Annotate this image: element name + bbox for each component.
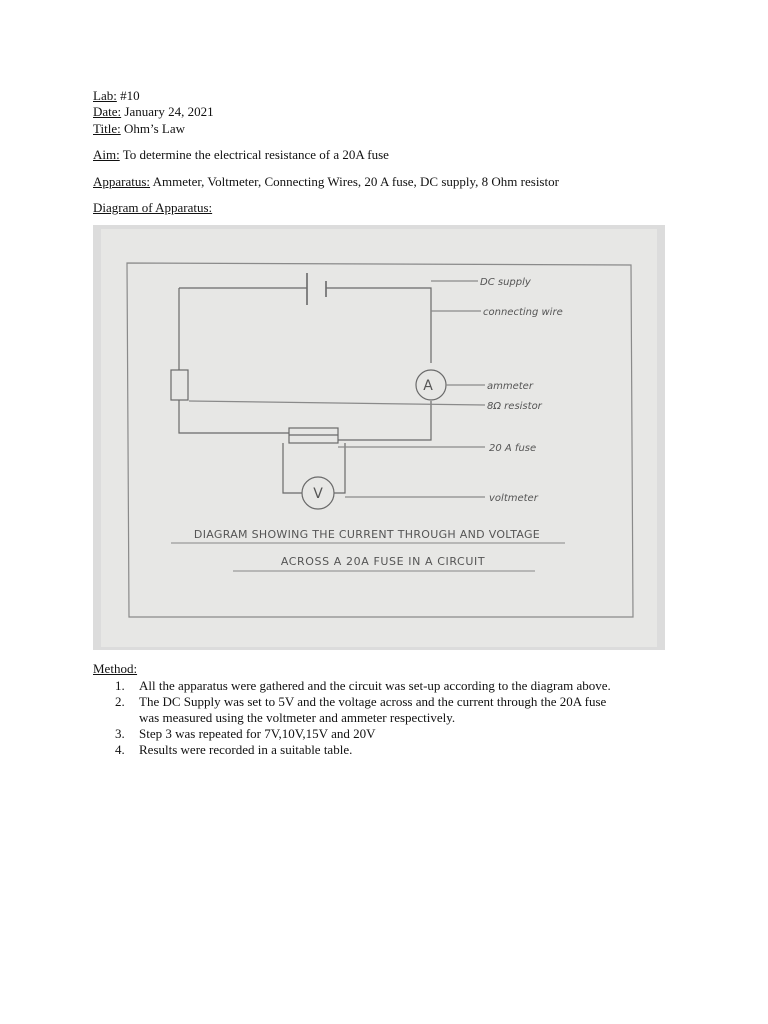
method-step-number: 3. bbox=[115, 726, 125, 741]
label-connecting-wire: connecting wire bbox=[483, 307, 563, 318]
diagram-caption-line2: ACROSS A 20A FUSE IN A CIRCUIT bbox=[280, 555, 486, 568]
method-step-text-continued: was measured using the voltmeter and ammeter respectively. bbox=[139, 710, 456, 725]
aim-label: Aim: bbox=[93, 147, 120, 162]
method-step-text: Step 3 was repeated for 7V,10V,15V and 20V bbox=[139, 726, 376, 741]
diagram-heading: Diagram of Apparatus: bbox=[93, 200, 213, 215]
date-value: January 24, 2021 bbox=[124, 104, 214, 119]
method-step-number: 2. bbox=[115, 694, 125, 709]
circuit-diagram bbox=[93, 225, 665, 650]
label-resistor: 8Ω resistor bbox=[487, 401, 542, 412]
method-step-text: The DC Supply was set to 5V and the voltage across and the current through the 20A fuse bbox=[139, 694, 607, 709]
title-label: Title: bbox=[93, 121, 121, 136]
method-heading: Method: bbox=[93, 661, 138, 676]
method-step-number: 4. bbox=[115, 742, 125, 757]
date-label: Date: bbox=[93, 104, 122, 119]
diagram-photo bbox=[93, 225, 665, 650]
method-step-2 bbox=[93, 694, 673, 726]
apparatus-line bbox=[93, 174, 559, 190]
method-step-1 bbox=[93, 678, 673, 694]
voltmeter-letter: V bbox=[313, 486, 323, 502]
method-step-text: All the apparatus were gathered and the circuit was set-up according to the diagram above. bbox=[139, 678, 611, 693]
method-step-number: 1. bbox=[115, 678, 125, 693]
label-ammeter: ammeter bbox=[487, 381, 533, 392]
method-step-3 bbox=[93, 726, 673, 742]
method-list bbox=[93, 678, 673, 758]
lab-value: #10 bbox=[120, 88, 140, 103]
aim-value: To determine the electrical resistance of a 20A fuse bbox=[122, 147, 389, 162]
title-value: Ohm’s Law bbox=[123, 121, 185, 136]
label-voltmeter: voltmeter bbox=[489, 493, 538, 504]
title-line bbox=[93, 121, 185, 137]
ammeter-letter: A bbox=[423, 378, 433, 394]
label-dc-supply: DC supply bbox=[480, 277, 531, 288]
apparatus-label: Apparatus: bbox=[93, 174, 151, 189]
method-step-text: Results were recorded in a suitable table. bbox=[139, 742, 353, 757]
lab-label: Lab: bbox=[93, 88, 117, 103]
lab-line bbox=[93, 88, 140, 104]
aim-line bbox=[93, 147, 389, 163]
diagram-caption-line1: DIAGRAM SHOWING THE CURRENT THROUGH AND VOLTAGE bbox=[193, 528, 541, 541]
method-step-4 bbox=[93, 742, 673, 758]
label-fuse: 20 A fuse bbox=[489, 443, 537, 454]
date-line bbox=[93, 104, 214, 120]
apparatus-value: Ammeter, Voltmeter, Connecting Wires, 20 A fuse, DC supply, 8 Ohm resistor bbox=[152, 174, 559, 189]
